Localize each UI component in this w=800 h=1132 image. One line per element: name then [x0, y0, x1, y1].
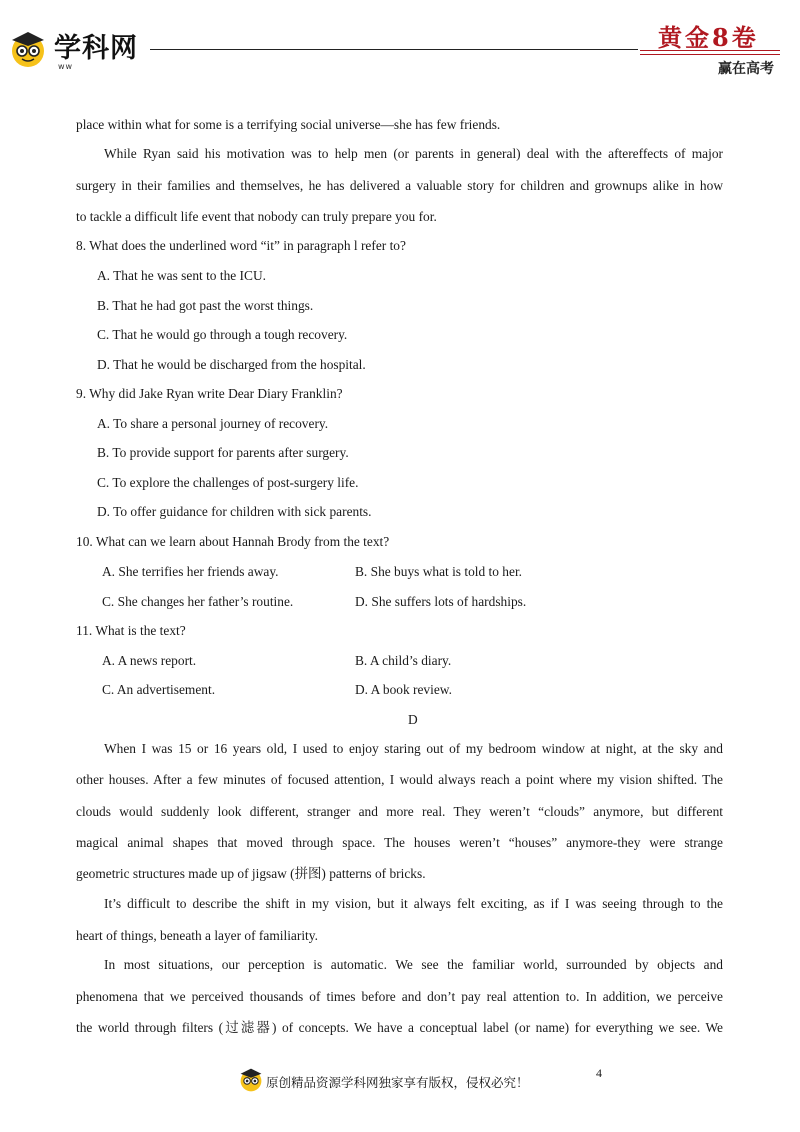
answer-option: B. That he had got past the worst things. [97, 298, 314, 313]
answer-option: D. A book review. [355, 682, 452, 697]
paragraph-line: While Ryan said his motivation was to help men (or parents in general) deal with the aftereffects of major [104, 146, 723, 161]
answer-option: A. To share a personal journey of recovery. [97, 416, 329, 431]
footer-mascot-icon [238, 1066, 264, 1092]
paragraph-line: place within what for some is a terrifying social universe—she has few friends. [76, 117, 501, 132]
answer-option: A. That he was sent to the ICU. [97, 268, 266, 283]
logo-mascot-icon [8, 28, 48, 68]
answer-option: A. A news report. [102, 653, 197, 668]
paragraph-line: other houses. After a few minutes of focused attention, I would always reach a point where my vision shifted. The [76, 772, 723, 787]
answer-option: C. That he would go through a tough recovery. [97, 327, 348, 342]
section-heading: D [408, 712, 418, 727]
answer-option: B. She buys what is told to her. [355, 564, 523, 579]
brand-slogan: 赢在高考 [718, 61, 774, 77]
answer-option: C. She changes her father’s routine. [102, 594, 294, 609]
question-stem: 11. What is the text? [76, 623, 186, 638]
answer-option: C. To explore the challenges of post-surgery life. [97, 475, 359, 490]
logo-subtext: ww [58, 62, 74, 71]
paragraph-line: clouds would suddenly look different, stranger and more real. They weren’t “clouds” anymore, but different [76, 804, 723, 819]
answer-option: D. That he would be discharged from the hospital. [97, 357, 366, 372]
logo-wordmark: 学科网 [54, 33, 138, 64]
paragraph-line: magical animal shapes that moved through space. The houses weren’t “houses” anymore-they were strange [76, 835, 723, 850]
answer-option: A. She terrifies her friends away. [102, 564, 279, 579]
question-stem: 9. Why did Jake Ryan write Dear Diary Franklin? [76, 386, 343, 401]
question-stem: 10. What can we learn about Hannah Brody from the text? [76, 534, 390, 549]
paragraph-line: heart of things, beneath a layer of familiarity. [76, 928, 318, 943]
answer-option: B. To provide support for parents after surgery. [97, 445, 349, 460]
answer-option: B. A child’s diary. [355, 653, 452, 668]
paragraph-line: In most situations, our perception is automatic. We see the familiar world, surrounded by objects and [104, 957, 723, 972]
paragraph-line: the world through filters (过滤器) of concepts. We have a conceptual label (or name) for everything we see. We [76, 1020, 723, 1035]
header-divider [150, 49, 638, 50]
copyright-notice: 原创精品资源学科网独家享有版权，侵权必究！ [266, 1075, 529, 1090]
brand-divider-thin [640, 54, 780, 55]
answer-option: D. She suffers lots of hardships. [355, 594, 527, 609]
question-stem: 8. What does the underlined word “it” in paragraph l refer to? [76, 238, 406, 253]
paragraph-line: to tackle a difficult life event that nobody can truly prepare you for. [76, 209, 437, 224]
brand-divider [640, 50, 780, 51]
paragraph-line: When I was 15 or 16 years old, I used to enjoy staring out of my bedroom window at night, at the sky and [104, 741, 723, 756]
page-number: 4 [596, 1066, 602, 1080]
paragraph-line: It’s difficult to describe the shift in my vision, but it always felt exciting, as if I was seeing through to the [104, 896, 723, 911]
paragraph-line: surgery in their families and themselves, he has delivered a valuable story for children and grownups alike in how [76, 178, 723, 193]
paragraph-line: phenomena that we perceived thousands of times before and don’t pay real attention to. In addition, we perceive [76, 989, 723, 1004]
answer-option: C. An advertisement. [102, 682, 216, 697]
paragraph-line: geometric structures made up of jigsaw (拼图) patterns of bricks. [76, 866, 426, 881]
brand-title: 黄金8卷 [658, 23, 759, 52]
answer-option: D. To offer guidance for children with sick parents. [97, 504, 372, 519]
